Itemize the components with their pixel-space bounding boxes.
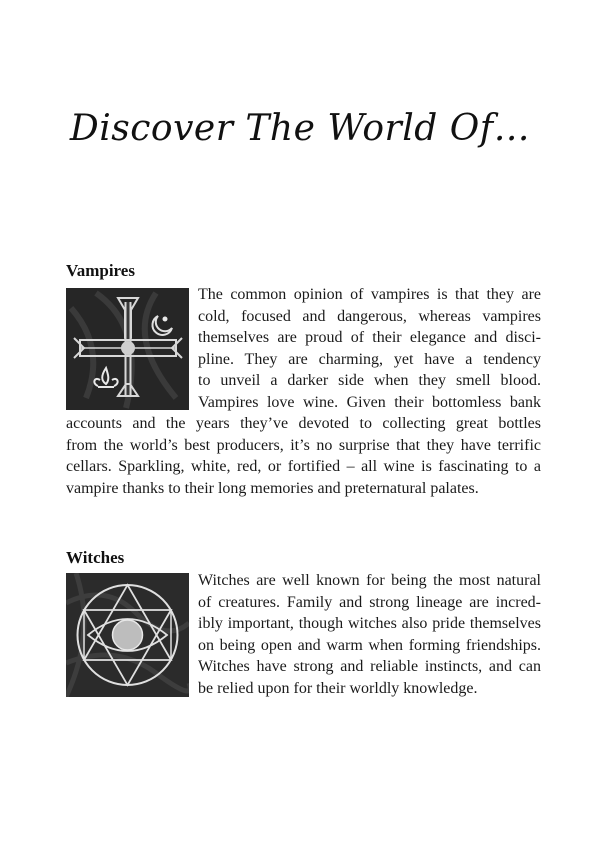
vampires-paragraph-line: to unveil a darker side when they smell blood.: [198, 372, 541, 389]
vampires-paragraph-line: The common opinion of vampires is that they are: [198, 286, 541, 303]
vampire-emblem-image: [66, 288, 189, 410]
vampires-paragraph-line: cold, focused and dangerous, whereas vampires: [198, 307, 541, 325]
witch-emblem-image: [66, 573, 189, 697]
witches-paragraph-line: Witches have strong and reliable instincts, and can: [198, 658, 541, 675]
vampires-paragraph-line: Vampires love wine. Given their bottomless bank: [198, 393, 541, 411]
vampires-paragraph-line: pline. They are charming, yet have a tendency: [198, 350, 541, 368]
witches-paragraph-line: be relied upon for their worldly knowledge.: [198, 679, 478, 697]
vampires-paragraph-line: from the world’s best producers, it’s no surprise that they have terrific: [66, 436, 541, 454]
witches-paragraph-line: Witches are well known for being the most natural: [198, 572, 541, 589]
witches-paragraph-line: ibly important, though witches also pride themselves: [198, 615, 541, 632]
witches-paragraph-line: on being open and warm when forming friendships.: [198, 636, 541, 654]
page-title: Discover The World Of…: [69, 108, 531, 149]
section-heading-vampires: Vampires: [66, 261, 135, 280]
vampires-paragraph-line: themselves are proud of their elegance and disci-: [198, 329, 541, 346]
vampires-paragraph-line: accounts and the years they’ve devoted to collecting great bottles: [66, 415, 541, 432]
vampires-paragraph-line: vampire thanks to their long memories and preternatural palates.: [66, 479, 479, 497]
vampires-paragraph-line: cellars. Sparkling, white, red, or fortified – all wine is fascinating to a: [66, 458, 541, 475]
witches-paragraph-line: of creatures. Family and strong lineage are incred-: [198, 593, 541, 611]
hexagram-eye-icon: [66, 573, 189, 697]
section-heading-witches: Witches: [66, 548, 125, 567]
cross-emblem-icon: [66, 288, 189, 410]
